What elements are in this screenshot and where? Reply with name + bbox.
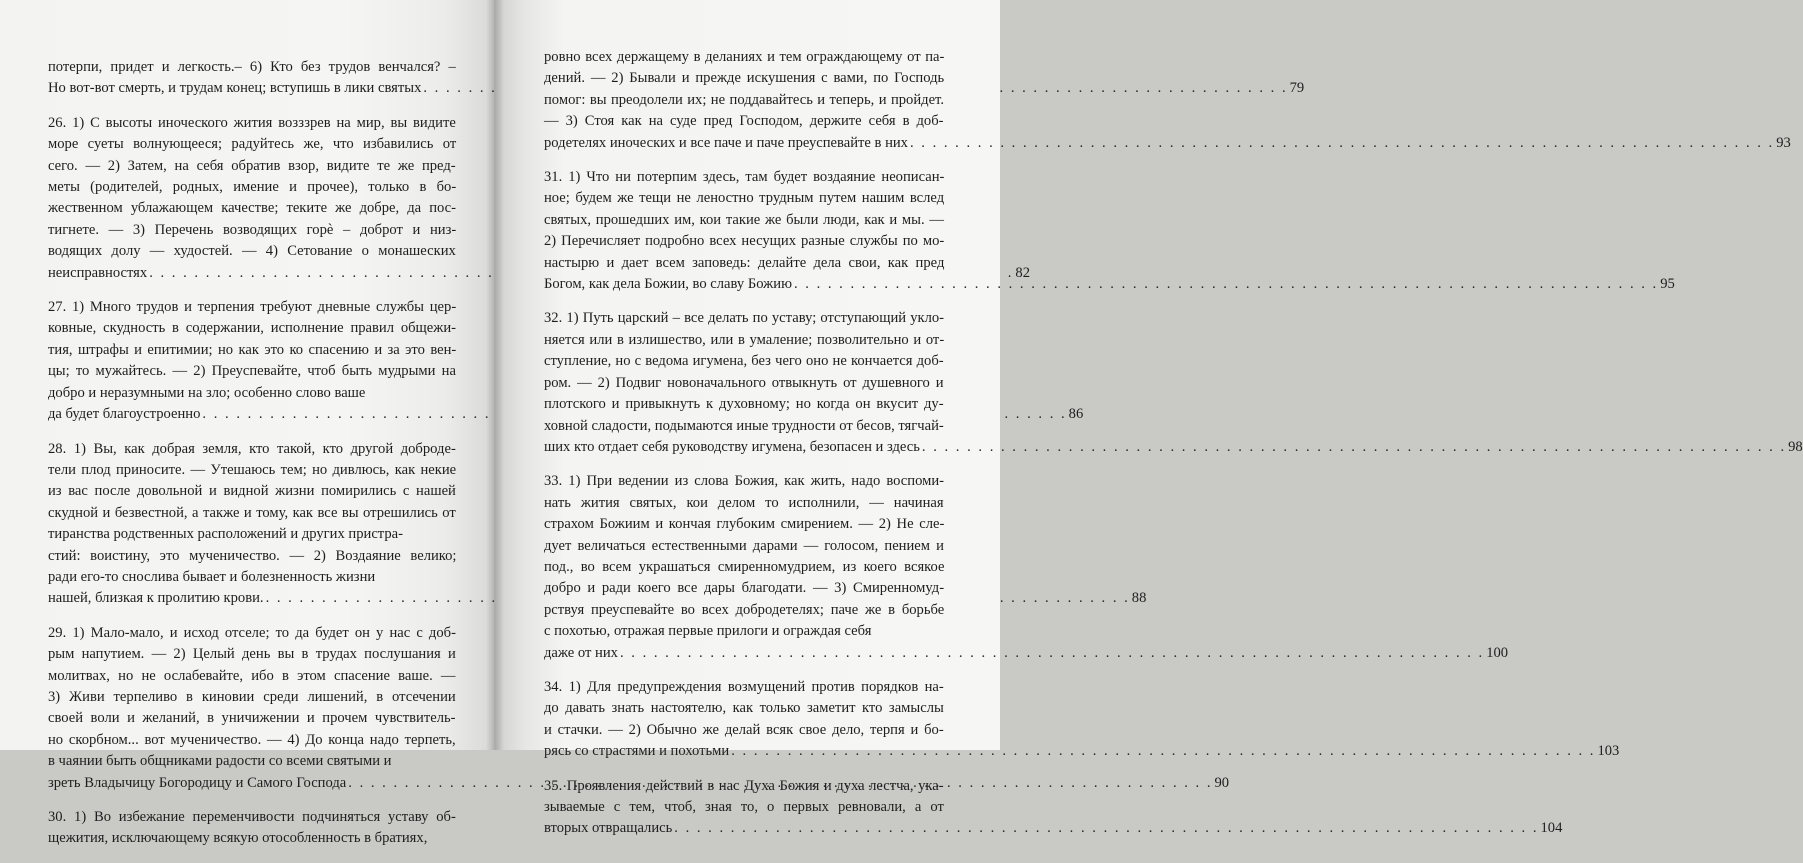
toc-entry-text: ром. — 2) Подвиг новоначального отвыкнуть от душевного и (544, 374, 944, 391)
toc-entry-text: щежития, исключающему всякую отособленность в братиях, (48, 830, 428, 847)
dot-leader (731, 741, 1595, 762)
toc-entry-text: плотского и привыкнуть к духовному; но когда он вкусит ду- (544, 396, 944, 413)
toc-entry-text: добро и неразумными на зло; особенно слово ваше (48, 384, 366, 401)
toc-entry-text: добро и ради коего все дары благодати. — 3) Смиренномуд- (544, 580, 945, 597)
toc-entry-text: до давать знать настоятелю, как только заметит кто замыслы (544, 700, 944, 717)
dot-leader (922, 437, 1786, 458)
toc-entry-text: родетелях иноческих и все паче и паче преуспевайте в них (544, 134, 908, 151)
book-gutter (486, 0, 504, 750)
toc-entry-text: из вас после довольной и видной жизни помирились с нашей (48, 483, 456, 500)
toc-entry-text: ховной сладости, подымаются иные трудности от бесов, тягчай- (544, 417, 944, 434)
toc-page-number: 98 (1788, 438, 1803, 455)
toc-entry-text: 28. 1) Вы, как добрая земля, кто такой, кто другой доброде- (48, 440, 456, 457)
toc-page-number: 90 (1214, 774, 1230, 791)
toc-entry-text: святых, прошедших им, кои такие же были люди, как и мы. — (544, 211, 944, 228)
toc-entry-last-line (544, 437, 1803, 458)
toc-page-number: 93 (1776, 134, 1791, 151)
toc-entry-text: да будет благоустроенно (48, 406, 201, 423)
toc-entry-text: стий: воистину, это мученичество. — 2) Воздаяние велико; (48, 547, 457, 564)
toc-page-number: 79 (1289, 80, 1305, 97)
toc-entry-text: зываемые с тем, чтоб, зная то, о первых ревновали, а от (544, 799, 944, 815)
dot-leader (620, 643, 1484, 664)
toc-entry-text: рым напутием. — 2) Целый день вы в трудах послушания и (48, 646, 456, 663)
toc-entry-last-line (544, 741, 1620, 762)
toc-entry-text: дует величаться естественными дарами — голосом, пением и (544, 537, 944, 554)
toc-entry-last-line (544, 133, 1791, 154)
toc-entry-text: няется или в излишество, или в умаление; позволительно и от- (544, 331, 945, 348)
toc-entry-text: жественном ублажающем качестве; теките же добре, да пос- (48, 200, 457, 217)
toc-entry-text: даже от них (544, 644, 618, 661)
toc-entry-text: помог: вы преодолели их; не поддавайтесь и теперь, и пройдет. (544, 91, 944, 108)
toc-entry-text: ное; будем же тещи не леностно трудным путем нашим вслед (544, 190, 945, 207)
toc-entry-text: 3) Живи терпеливо в киновии среди лишений, в отсечении (48, 688, 456, 705)
toc-page-number: 95 (1660, 276, 1675, 293)
toc-entry-text: 2) Перечисляет подробно всех несущих разные службы по мо- (544, 233, 945, 250)
toc-entry-text: рясь со страстями и похотьми (544, 743, 730, 760)
toc-page-number: 86 (1068, 406, 1084, 423)
toc-entry-last-line (48, 263, 1031, 284)
toc-entry-text: 35. Проявления действий в нас Духа Божия и духа лестча, ука- (544, 777, 944, 794)
toc-entry-text: водящих долу — худостей. — 4) Сетование о монашеских (48, 243, 456, 260)
toc-entry-last-line (544, 274, 1675, 295)
toc-entry-text: 34. 1) Для предупреждения возмущений против порядков на- (544, 678, 944, 695)
toc-entry-text: ровно всех держащему в деланиях и тем ограждающему от па- (544, 49, 945, 65)
toc-entry-text: ковные, скудность в содержании, исполнение правил общежи- (48, 320, 457, 337)
toc-page-number: 103 (1597, 743, 1620, 760)
toc-entry-text: молитвах, но не ослабевайте, ибо в этом спасение ваше. — (48, 667, 456, 684)
toc-entry-text: тигнете. — 3) Перечень возводящих горѐ – доброт и низ- (48, 221, 457, 238)
toc-entry-text: рствуя преуспевайте во всех добродетелях; паче же в борьбе (544, 601, 945, 618)
toc-entry-text: 26. 1) С высоты иноческого жития возззрев на мир, вы видите (48, 114, 456, 131)
toc-entry-text: тия, штрафы и епитимии; но как это ко спасению и за это вен- (48, 341, 457, 358)
toc-entry-text: 29. 1) Мало-мало, и исход отселе; то да будет он у нас с доб- (48, 624, 456, 641)
toc-entry-text: неисправностях (48, 264, 148, 281)
toc-entry-text: тели плод приносите. — Утешаюсь тем; но дивлюсь, как некие (48, 461, 457, 478)
dot-leader (910, 133, 1774, 154)
toc-entry-text: Но вот-вот смерть, и трудам конец; вступишь в лики святых (48, 80, 422, 97)
toc-entry-text: под., во всем украшаться смиренномудрием, из коего всякое (544, 558, 945, 575)
toc-page-number: 104 (1540, 820, 1563, 837)
toc-entry-text: нашей, близкая к пролитию крови. (48, 590, 264, 607)
dot-leader (674, 818, 1538, 839)
toc-entry-text: Богом, как дела Божии, во славу Божию (544, 276, 792, 293)
toc-entry (48, 807, 456, 850)
toc-page-number: 88 (1131, 590, 1147, 607)
toc-entry-text: страхом Божиим и кончая глубоким смирением. — 2) Не сле- (544, 516, 945, 533)
toc-entry-text: меты (родителей, родных, имение и прочее), только в бо- (48, 179, 457, 196)
toc-entry-text: тиранства родственных расположений и других пристра- (48, 526, 403, 543)
toc-entry-text: вторых отвращались (544, 820, 673, 837)
toc-entry-text: море суеты волнующееся; радуйтесь же, что избавились от (48, 136, 457, 153)
toc-entry-text: но скорбном... вот мученичество. — 4) До конца надо терпеть, (48, 731, 456, 748)
toc-entry-text: цы; то мужайтесь. — 2) Преуспевайте, чтоб быть мудрыми на (48, 363, 456, 380)
toc-entry-text: 30. 1) Во избежание переменчивости подчиняться уставу об- (48, 809, 456, 825)
toc-entry-text: дений. — 2) Бывали и прежде искушения с вами, по Господь (544, 70, 945, 87)
toc-entry-text: в чаянии быть общниками радости со всеми святыми и (48, 753, 392, 770)
toc-entry-text: зреть Владычицу Богородицу и Самого Господа (48, 774, 347, 791)
toc-entry-text: настырю и дает всем заповедь: делайте дела свои, как пред (544, 254, 945, 271)
toc-entry-text: ступление, но с ведома игумена, без чего оно не кончается доб- (544, 353, 944, 370)
toc-entry-text: с похотью, отражая первые прилоги и ограждая себя (544, 623, 872, 640)
toc-entry-last-line (544, 818, 1563, 839)
toc-entry-text: скудной и безвестной, а также и тому, как все вы отрешились от (48, 504, 456, 521)
toc-entry-text: 32. 1) Путь царский – все делать по уставу; отступающий укло- (544, 310, 945, 327)
toc-entry-text: 31. 1) Что ни потерпим здесь, там будет воздаяние неописан- (544, 169, 945, 186)
toc-entry-text: потерпи, придет и легкость.– 6) Кто без трудов венчался? – (48, 59, 456, 75)
toc-entry-last-line (544, 643, 1509, 664)
toc-entry-text: — 3) Стоя как на суде пред Господом, держите себя в доб- (544, 113, 944, 130)
toc-entry-text: ших кто отдает себя руководству игумена, безопасен и здесь (544, 438, 920, 455)
toc-page-number: 100 (1486, 644, 1509, 661)
toc-entry-text: ради его-то сносливa бывает и болезненность жизни (48, 568, 376, 585)
toc-entry-text: 27. 1) Много трудов и терпения требуют дневные службы цер- (48, 299, 457, 316)
toc-page-number: 82 (1015, 264, 1031, 281)
toc-entry (544, 677, 1620, 763)
toc-entry-text: и стачки. — 2) Обычно же делай всяк свое дело, терпя и бо- (544, 721, 944, 738)
dot-leader (794, 274, 1658, 295)
toc-entry-text: нать жития святых, кои делом то исполнили, — начиная (544, 494, 944, 511)
toc-entry-text: 33. 1) При ведении из слова Божия, как жить, надо воспоми- (544, 473, 945, 490)
toc-entry-text: своей воли и желаний, в уничижении и прочем чувствитель- (48, 710, 456, 727)
toc-entry-text: сего. — 2) Затем, на себя обратив взор, видите те же пред- (48, 157, 456, 174)
